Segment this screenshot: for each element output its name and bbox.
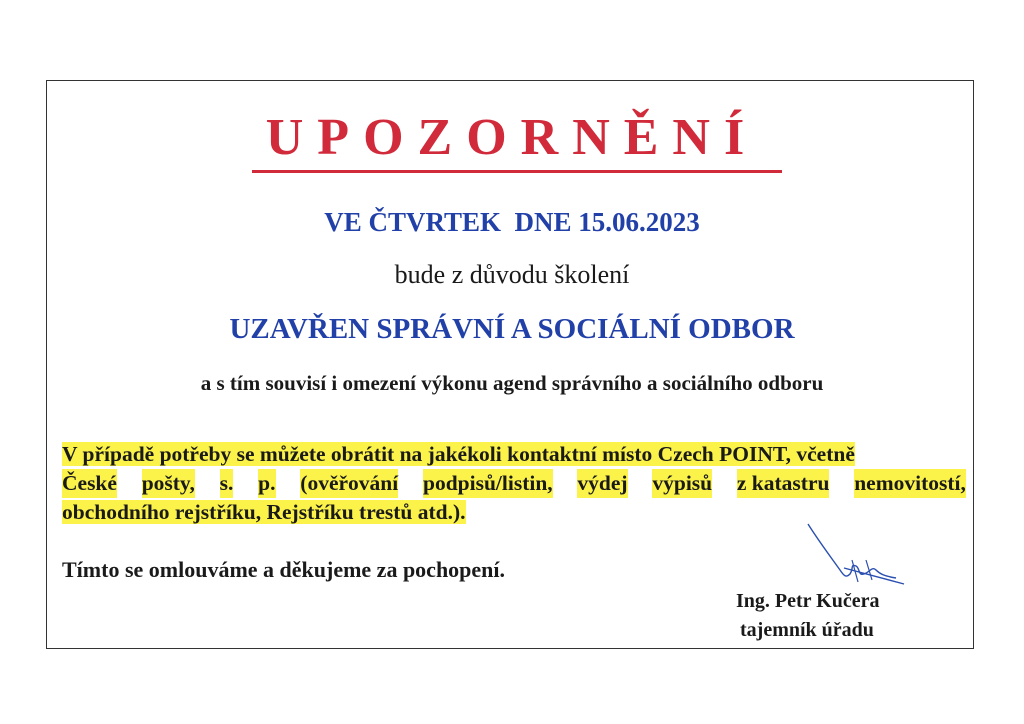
info-line-2-word: výdej: [577, 469, 627, 498]
notice-title: UPOZORNĚNÍ: [265, 109, 759, 166]
signatory-name: Ing. Petr Kučera: [736, 590, 880, 612]
info-line-2-word: z katastru: [737, 469, 830, 498]
limits-line: a s tím souvisí i omezení výkonu agend správního a sociálního odboru: [200, 371, 824, 395]
info-line-2-word: výpisů: [652, 469, 712, 498]
info-line-2: [62, 469, 966, 498]
thanks-line: Tímto se omlouváme a děkujeme za pochopení.: [62, 557, 506, 582]
info-line-2-word: podpisů/listin,: [423, 469, 553, 498]
info-line-2-word: s.: [220, 469, 234, 498]
info-line-2-word: p.: [258, 469, 275, 498]
closed-department-line: UZAVŘEN SPRÁVNÍ A SOCIÁLNÍ ODBOR: [229, 313, 795, 345]
title-underline: [252, 170, 782, 173]
info-line-2-word: (ověřování: [300, 469, 398, 498]
reason-line: bude z důvodu školení: [394, 260, 630, 289]
info-line-2-word: nemovitostí,: [854, 469, 966, 498]
handwritten-signature: [800, 520, 910, 590]
info-line-2-word: České: [62, 469, 117, 498]
info-line-1: V případě potřeby se můžete obrátit na jakékoli kontaktní místo Czech POINT, včetně: [62, 442, 855, 466]
info-line-3: obchodního rejstříku, Rejstříku trestů atd.).: [62, 500, 466, 524]
date-line: VE ČTVRTEK DNE 15.06.2023: [324, 207, 700, 237]
info-line-2-word: pošty,: [142, 469, 195, 498]
signatory-role: tajemník úřadu: [740, 619, 874, 641]
info-paragraph: [62, 440, 966, 527]
